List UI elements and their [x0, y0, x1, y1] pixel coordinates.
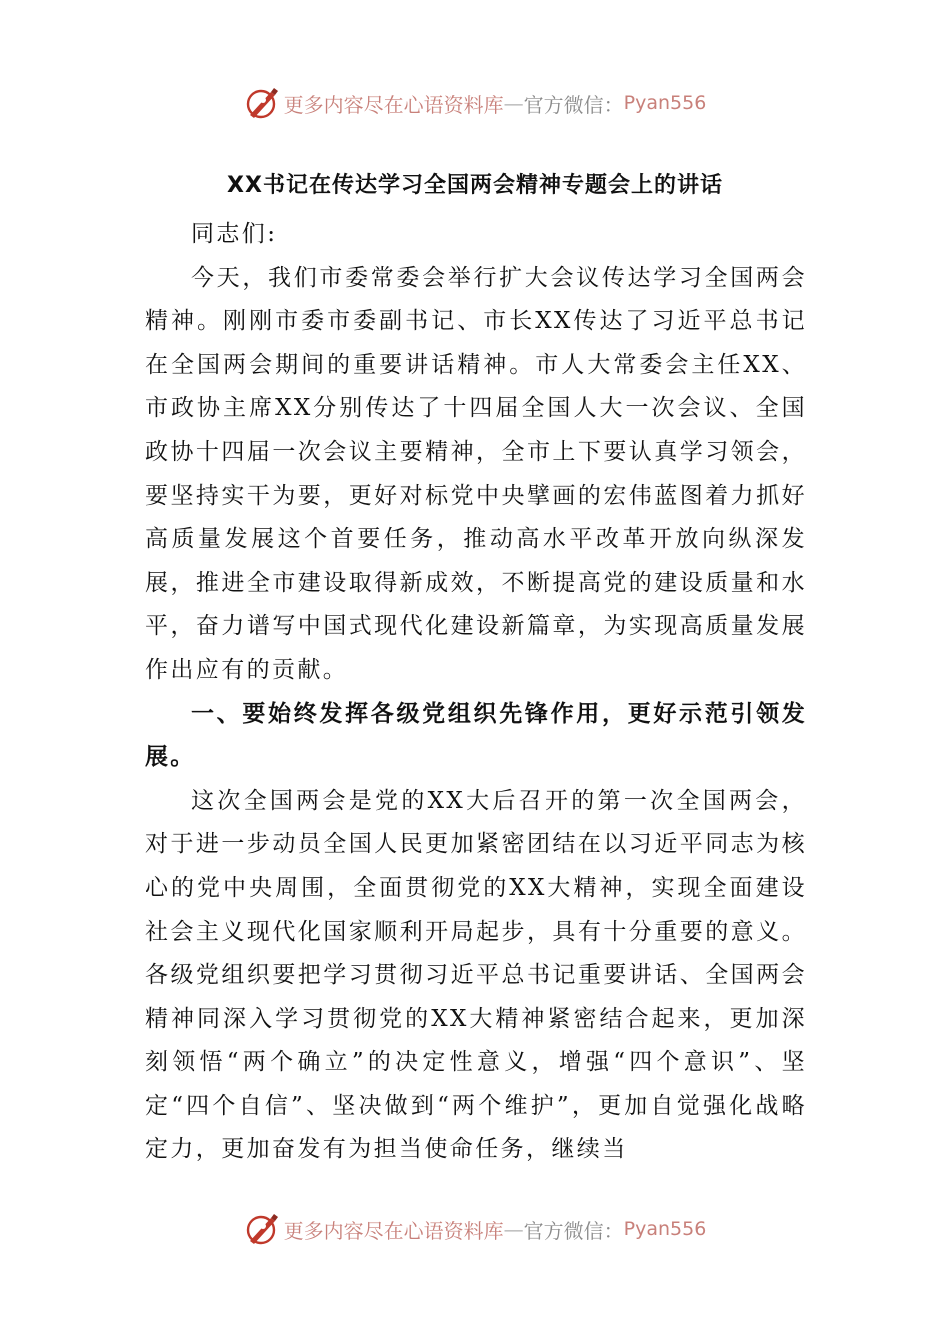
document-title: XX书记在传达学习全国两会精神专题会上的讲话 [227, 173, 723, 198]
salutation: 同志们: [191, 221, 278, 247]
watermark-footer [0, 1209, 950, 1249]
watermark-wechat-id: Pyan556 [623, 92, 707, 114]
watermark-text: 更多内容尽在心语资料库 [283, 1218, 504, 1243]
watermark-wechat-id: Pyan556 [623, 1218, 707, 1240]
watermark-official-label: 官方微信： [523, 1218, 624, 1243]
section-paragraph: 这次全国两会是党的XX大后召开的第一次全国两会，对于进一步动员全国人民更加紧密团结在以习近平同志为核心的党中央周围，全面贯彻党的XX大精神，实现全面建设社会主义现代化国家顺利开局起步，具有十分重要的意义。各级党组织要把学习贯彻习近平总书记重要讲话、全国两会精神同深入学习贯彻党的XX大精神紧密结合起来，更加深刻领悟“两个确立”的决定性意义，增强“四个意识”、坚定“四个自信”、坚决做到“两个维护”，更加自觉强化战略定力，更加奋发有为担当使命任务，继续当 [145, 787, 807, 1163]
document-body [145, 213, 807, 1172]
watermark-header [0, 83, 950, 123]
pen-logo-icon [244, 1211, 280, 1247]
watermark-dash: — [503, 1217, 524, 1241]
watermark-official-label: 官方微信： [523, 92, 624, 117]
section-heading: 一、要始终发挥各级党组织先锋作用，更好示范引领发展。 [145, 700, 807, 771]
watermark-dash: — [503, 91, 524, 115]
intro-paragraph: 今天，我们市委常委会举行扩大会议传达学习全国两会精神。刚刚市委市委副书记、市长XX传达了习近平总书记在全国两会期间的重要讲话精神。市人大常委会主任XX、市政协主席XX分别传达了十四届全国人大一次会议、全国政协十四届一次会议主要精神，全市上下要认真学习领会，要坚持实干为要，更好对标党中央擘画的宏伟蓝图着力抓好高质量发展这个首要任务，推动高水平改革开放向纵深发展，推进全市建设取得新成效，不断提高党的建设质量和水平，奋力谱写中国式现代化建设新篇章，为实现高质量发展作出应有的贡献。 [145, 264, 807, 683]
watermark-text: 更多内容尽在心语资料库 [283, 92, 504, 117]
pen-logo-icon [244, 85, 280, 121]
